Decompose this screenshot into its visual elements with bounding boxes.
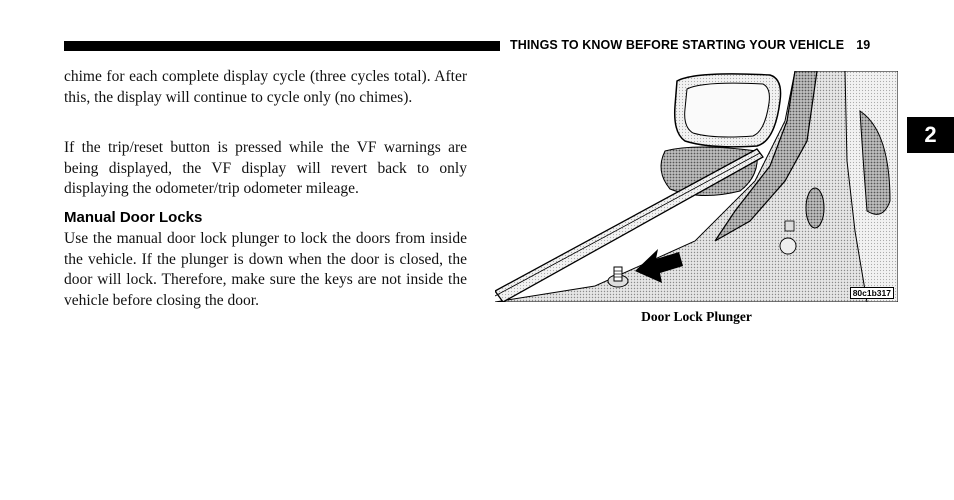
section-heading: Manual Door Locks xyxy=(64,209,203,226)
body-paragraph-1: chime for each complete display cycle (three cycles total). After this, the display will continue to cycle only (no chimes). xyxy=(64,68,467,106)
header-title: THINGS TO KNOW BEFORE STARTING YOUR VEHICLE xyxy=(510,38,845,52)
running-header xyxy=(510,38,870,52)
figure-code: 80c1b317 xyxy=(850,287,894,299)
header-rule xyxy=(64,41,500,51)
figure-caption: Door Lock Plunger xyxy=(641,309,752,324)
body-paragraph-2: If the trip/reset button is pressed while the VF warnings are being displayed, the VF display will revert back to only displaying the odometer/trip odometer mileage. xyxy=(64,139,467,197)
page-number: 19 xyxy=(856,38,871,52)
body-paragraph-3: Use the manual door lock plunger to lock the doors from inside the vehicle. If the plunger is down when the door is closed, the door will lock. Therefore, make sure the keys are not inside the vehicle before closing the door. xyxy=(64,230,467,309)
door-lock-illustration xyxy=(495,71,898,302)
chapter-tab: 2 xyxy=(907,117,954,153)
